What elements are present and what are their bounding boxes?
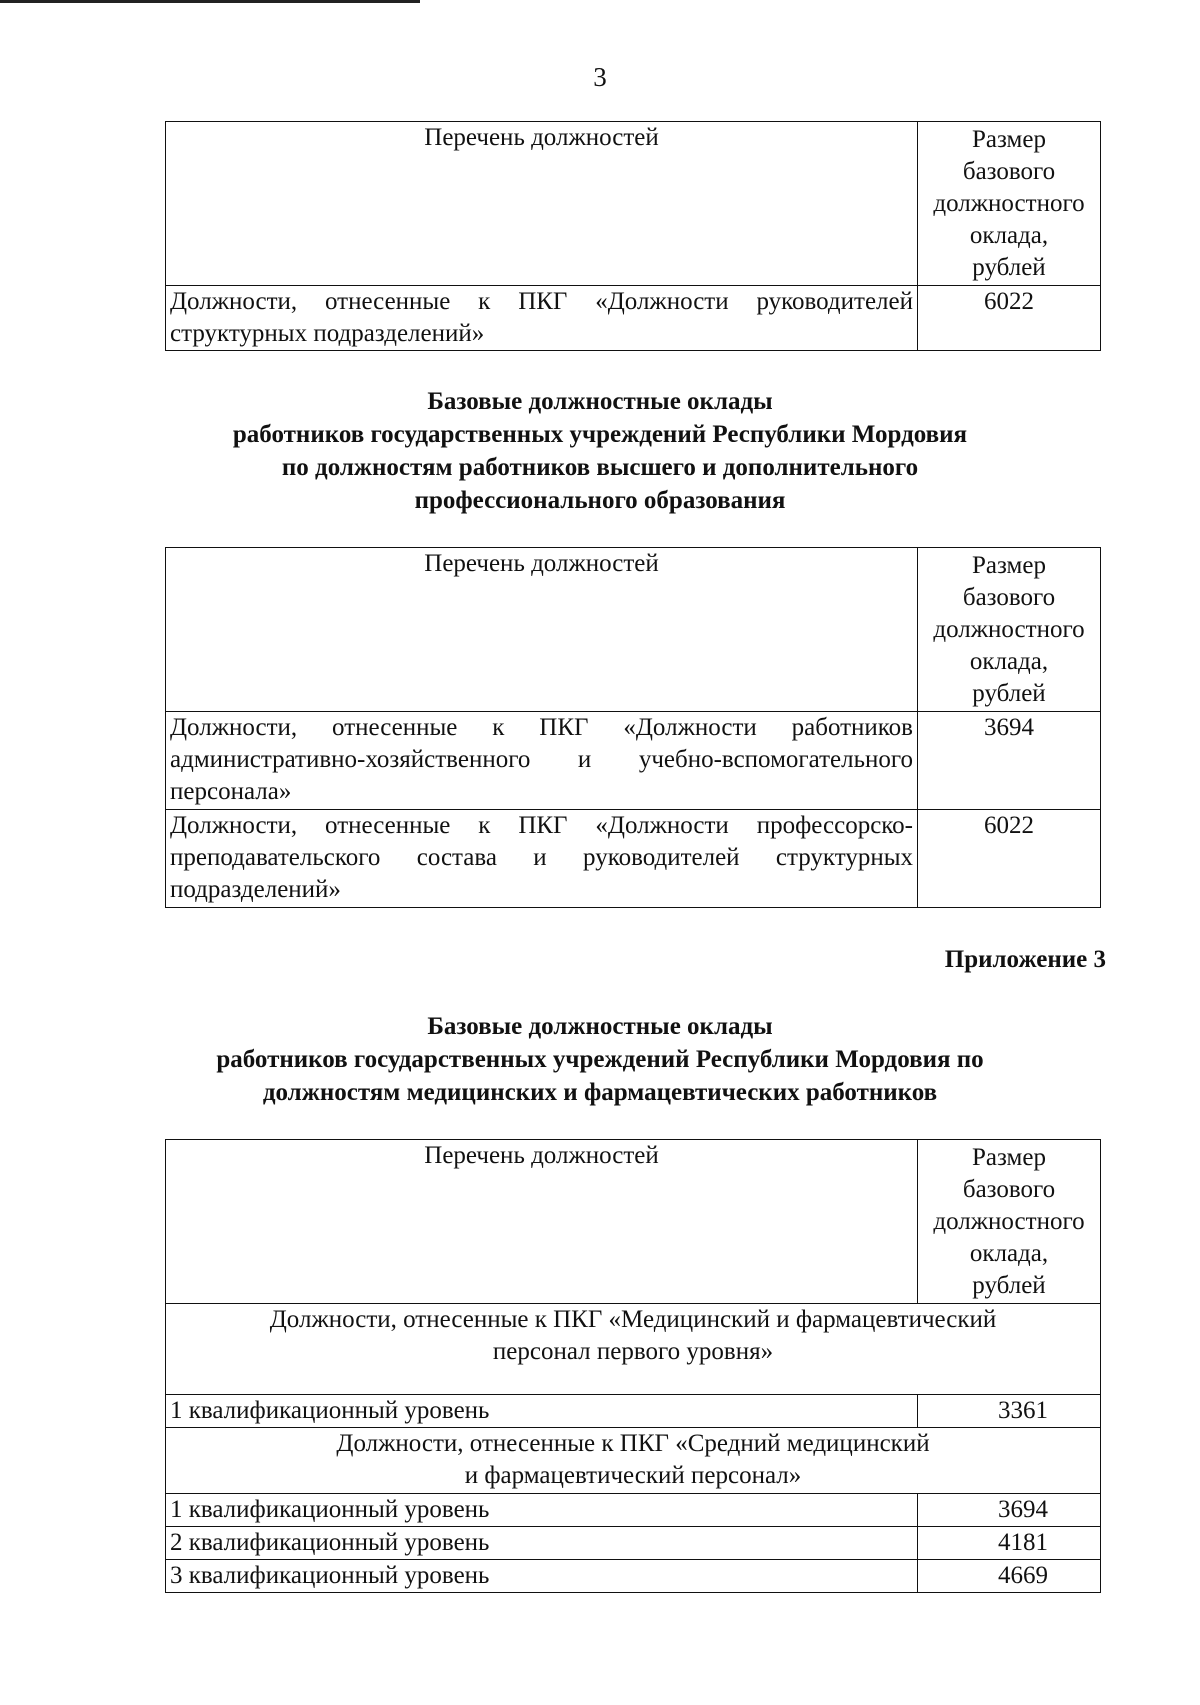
header-positions-list: Перечень должностей (166, 1140, 918, 1304)
header-salary-size: Размер базового должностного оклада, рублей (918, 1140, 1101, 1304)
group-title: Должности, отнесенные к ПКГ «Средний медицинский и фармацевтический персонал» (166, 1428, 1101, 1494)
group-title: Должности, отнесенные к ПКГ «Медицинский и фармацевтический персонал первого уровня» (166, 1304, 1101, 1395)
position-name: Должности, отнесенные к ПКГ «Должности профессорско-преподавательского состава и руководителей структурных подразделений» (166, 810, 918, 908)
salary-value: 3694 (918, 712, 1101, 810)
table-row (166, 1494, 1101, 1527)
table-managers (165, 121, 1101, 351)
header-positions-list: Перечень должностей (166, 548, 918, 712)
header-salary-size: Размер базового должностного оклада, рублей (918, 548, 1101, 712)
table-higher-education (165, 547, 1101, 908)
salary-value: 3361 (918, 1395, 1101, 1428)
salary-value: 4669 (918, 1560, 1101, 1593)
header-salary-size: Размер базового должностного оклада, рублей (918, 122, 1101, 286)
position-name: Должности, отнесенные к ПКГ «Должности руководителей структурных подразделений» (166, 286, 918, 351)
position-name: Должности, отнесенные к ПКГ «Должности работников административно-хозяйственного и учебно-вспомогательного персонала» (166, 712, 918, 810)
table-medical (165, 1139, 1101, 1593)
salary-value: 4181 (918, 1527, 1101, 1560)
salary-value: 6022 (918, 286, 1101, 351)
salary-value: 3694 (918, 1494, 1101, 1527)
page-number: 3 (593, 62, 607, 92)
qualification-level: 2 квалификационный уровень (166, 1527, 918, 1560)
table-row (166, 1560, 1101, 1593)
qualification-level: 3 квалификационный уровень (166, 1560, 918, 1593)
section-heading-higher-education: Базовые должностные оклады работников государственных учреждений Республики Мордовия по должностям работников высшего и дополнительного профессионального образования (232, 388, 968, 514)
table-row (166, 286, 1101, 351)
table-header-row (166, 1140, 1101, 1304)
table-row (166, 810, 1101, 908)
top-border-line (0, 0, 420, 3)
appendix-label: Приложение 3 (944, 946, 1106, 973)
salary-value: 6022 (918, 810, 1101, 908)
section-heading-medical: Базовые должностные оклады работников государственных учреждений Республики Мордовия по должностям медицинских и фармацевтических работников (216, 1013, 984, 1106)
table-row (166, 712, 1101, 810)
table-header-row (166, 122, 1101, 286)
table-row (166, 1395, 1101, 1428)
table-row (166, 1527, 1101, 1560)
group-row (166, 1304, 1101, 1395)
qualification-level: 1 квалификационный уровень (166, 1494, 918, 1527)
header-positions-list: Перечень должностей (166, 122, 918, 286)
table-header-row (166, 548, 1101, 712)
qualification-level: 1 квалификационный уровень (166, 1395, 918, 1428)
group-row (166, 1428, 1101, 1494)
